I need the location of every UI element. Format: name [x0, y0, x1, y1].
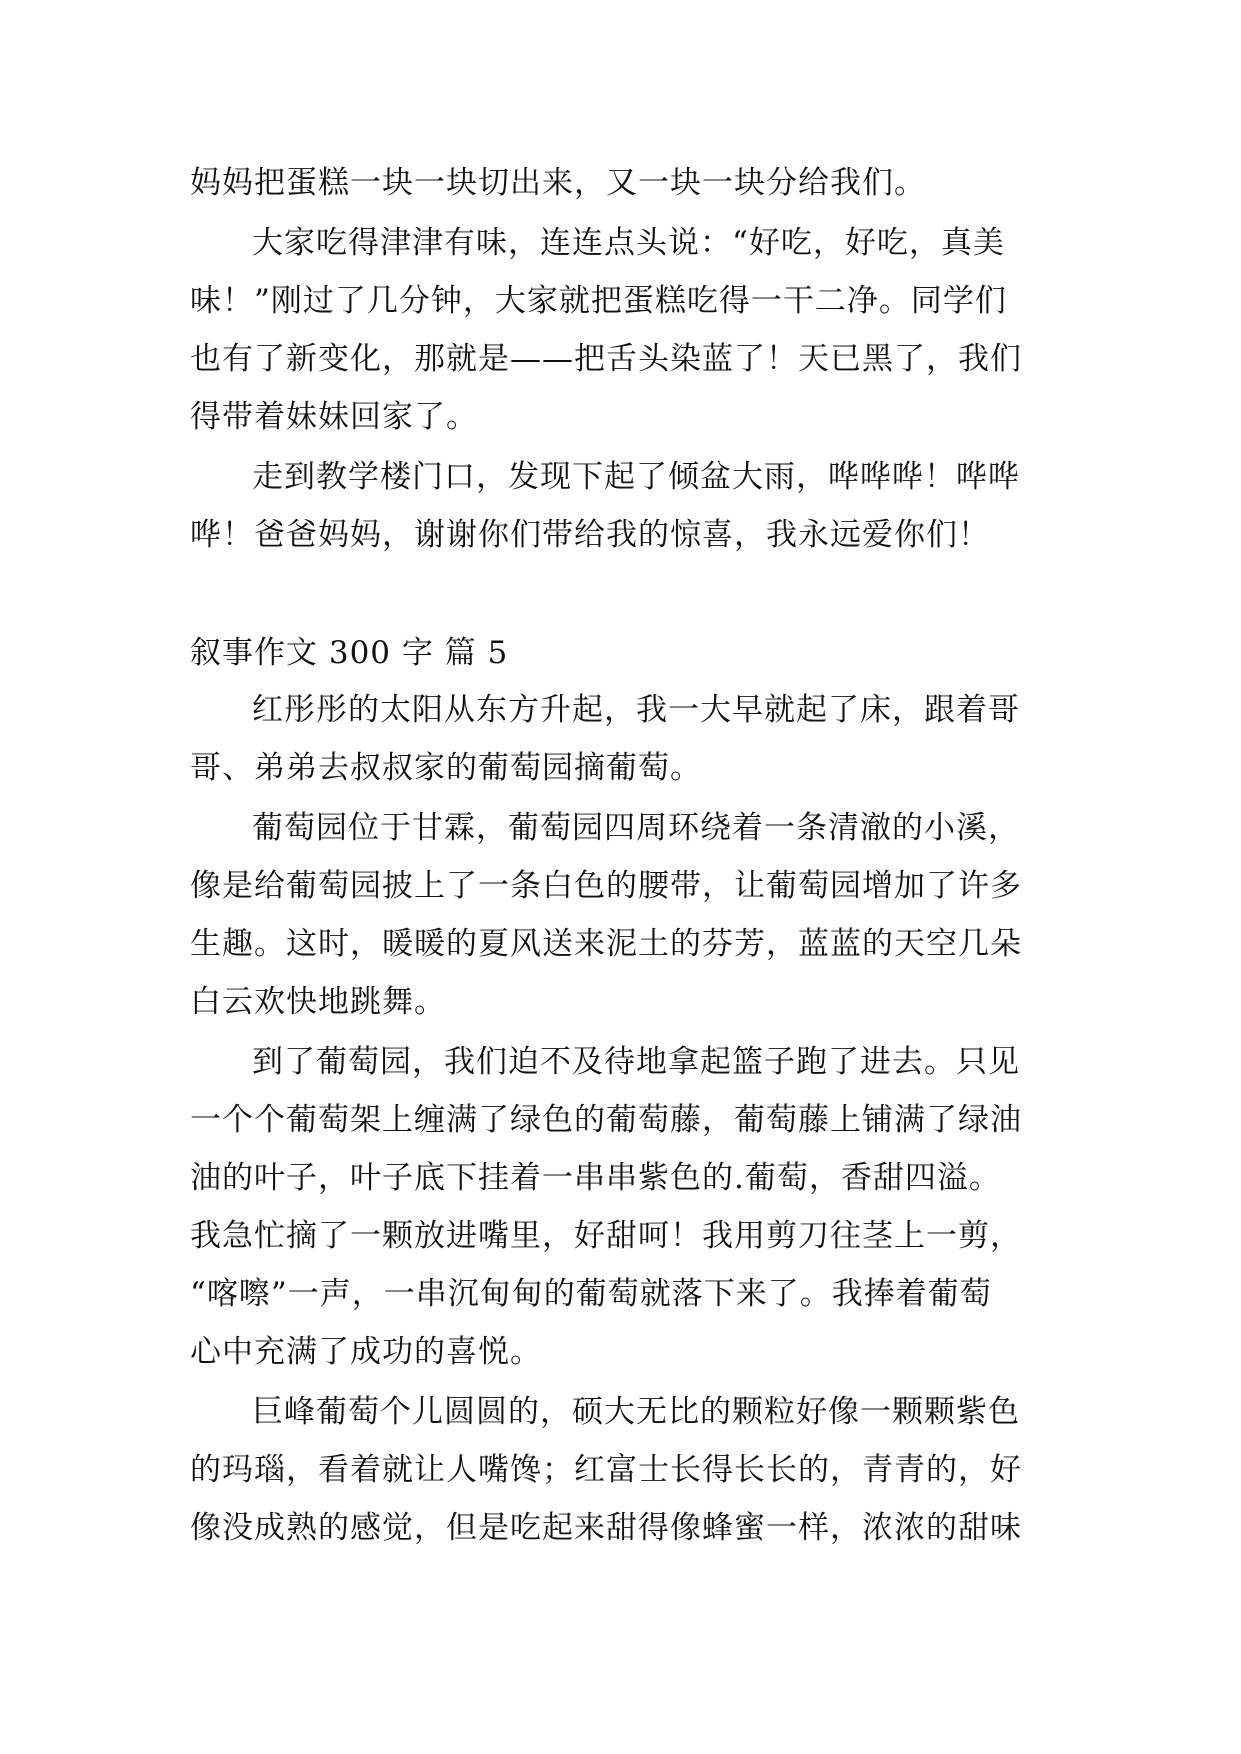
paragraph-start-line: 红彤彤的太阳从东方升起，我一大早就起了床，跟着哥 [252, 692, 1020, 728]
paragraph-start-line: 葡萄园位于甘霖，葡萄园四周环绕着一条清澈的小溪， [252, 810, 1020, 846]
text-line: 一个个葡萄架上缠满了绿色的葡萄藤，葡萄藤上铺满了绿油 [190, 1102, 1022, 1138]
paragraph-start-line: 到了葡萄园，我们迫不及待地拿起篮子跑了进去。只见 [252, 1044, 1020, 1080]
text-line: 心中充满了成功的喜悦。 [190, 1334, 542, 1370]
text-line: 像没成熟的感觉，但是吃起来甜得像蜂蜜一样，浓浓的甜味 [190, 1510, 1022, 1546]
text-line: 得带着妹妹回家了。 [190, 399, 478, 435]
text-line: 白云欢快地跳舞。 [190, 984, 446, 1020]
text-line: 妈妈把蛋糕一块一块切出来，又一块一块分给我们。 [190, 165, 926, 201]
text-line: 生趣。这时，暖暖的夏风送来泥土的芬芳，蓝蓝的天空几朵 [190, 926, 1022, 962]
text-line: 哥、弟弟去叔叔家的葡萄园摘葡萄。 [190, 750, 702, 786]
text-line: 的玛瑙，看着就让人嘴馋；红富士长得长长的，青青的，好 [190, 1452, 1022, 1488]
text-line: 也有了新变化，那就是——把舌头染蓝了！天已黑了，我们 [190, 341, 1022, 377]
section-heading: 叙事作文 300 字 篇 5 [190, 635, 509, 671]
text-line: 哗！爸爸妈妈，谢谢你们带给我的惊喜，我永远爱你们！ [190, 517, 990, 553]
text-line: 像是给葡萄园披上了一条白色的腰带，让葡萄园增加了许多 [190, 868, 1022, 904]
text-line: 我急忙摘了一颗放进嘴里，好甜呵！我用剪刀往茎上一剪， [190, 1218, 1022, 1254]
text-line: 油的叶子，叶子底下挂着一串串紫色的.葡萄，香甜四溢。 [190, 1160, 1001, 1196]
text-line: 味！”刚过了几分钟，大家就把蛋糕吃得一干二净。同学们 [190, 283, 1007, 319]
paragraph-start-line: 巨峰葡萄个儿圆圆的，硕大无比的颗粒好像一颗颗紫色 [252, 1394, 1020, 1430]
paragraph-start-line: 大家吃得津津有味，连连点头说：“好吃，好吃，真美 [252, 225, 1005, 261]
paragraph-start-line: 走到教学楼门口，发现下起了倾盆大雨，哗哗哗！哗哗 [252, 459, 1020, 495]
text-line: “喀嚓”一声，一串沉甸甸的葡萄就落下来了。我捧着葡萄 [190, 1276, 992, 1312]
